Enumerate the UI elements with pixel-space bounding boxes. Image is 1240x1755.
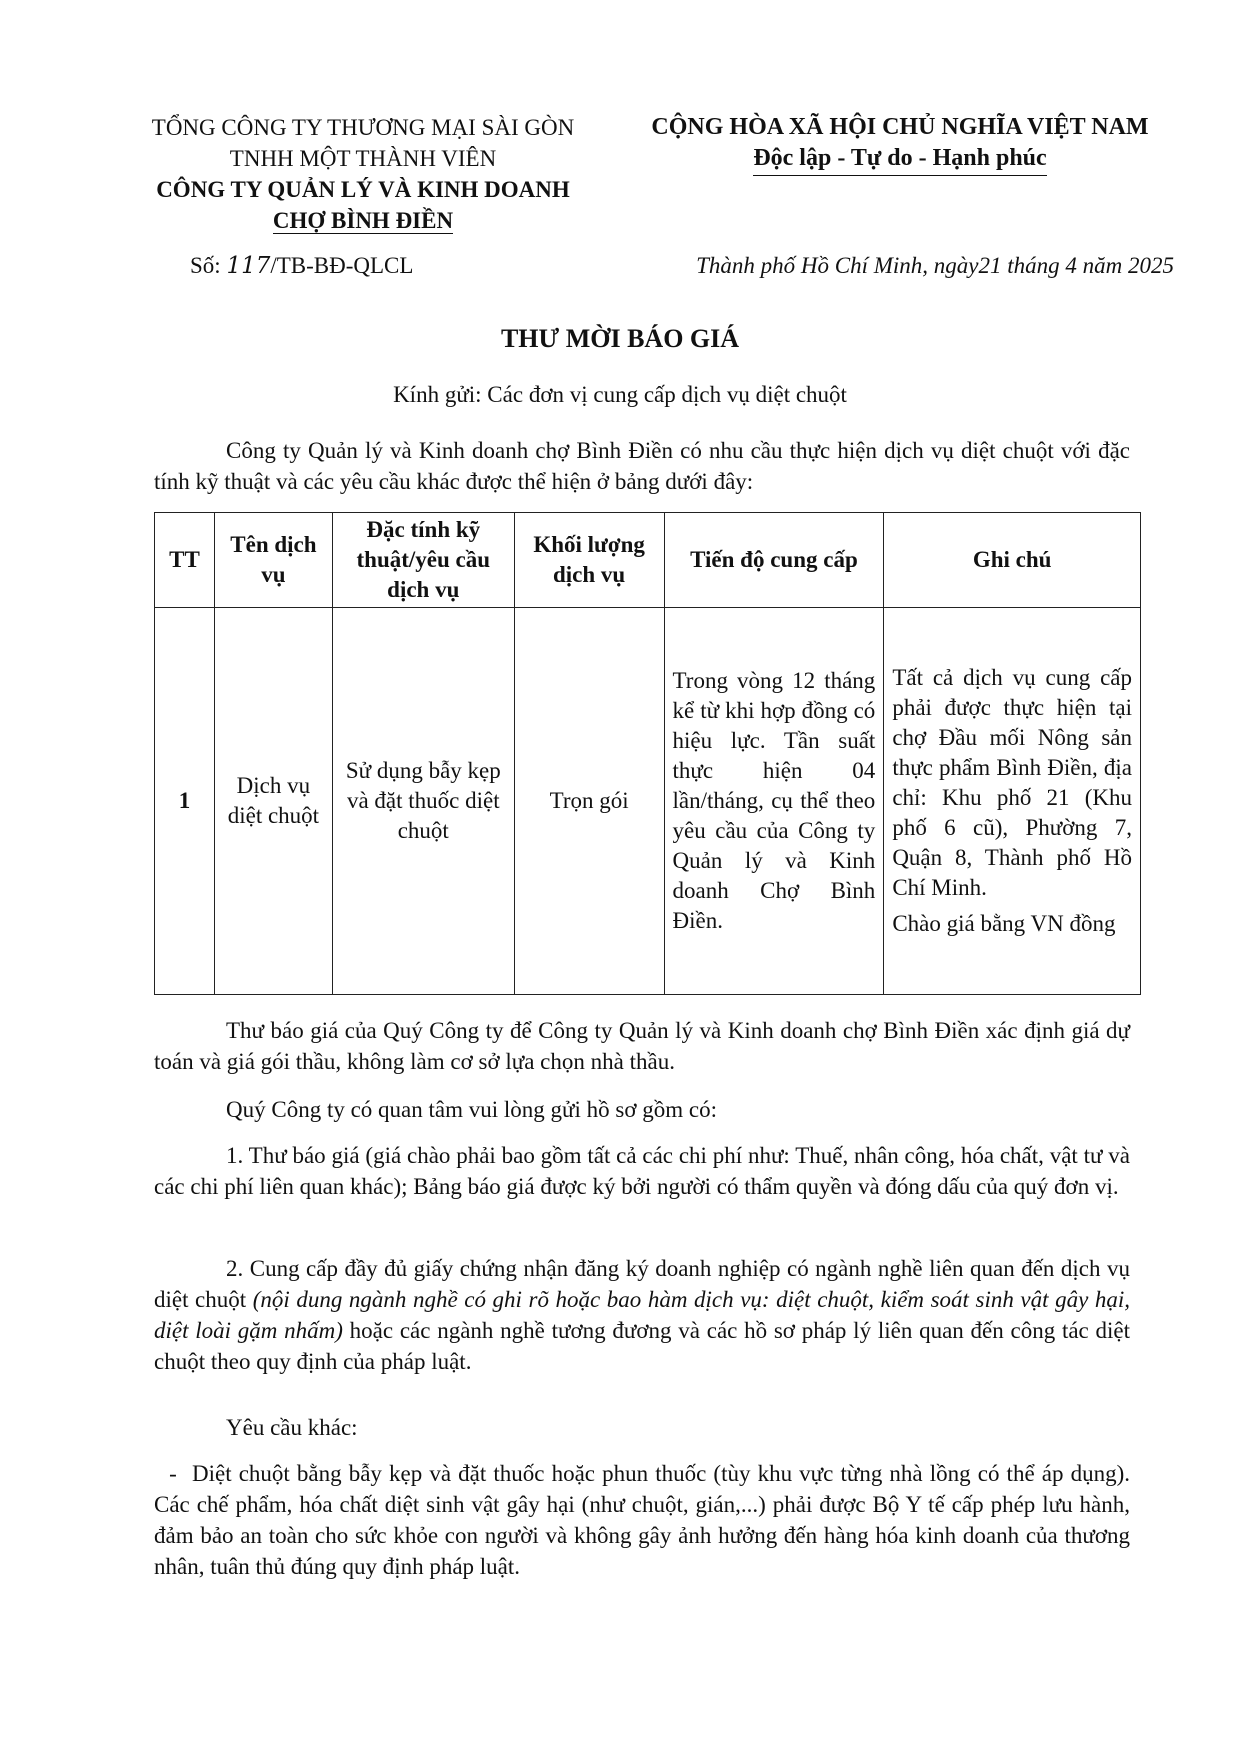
note-location: Tất cả dịch vụ cung cấp phải được thực hiện tại chợ Đầu mối Nông sản thực phẩm Bình Điền, địa chỉ: Khu phố 21 (Khu phố 6 cũ), Phường 7, Quận 8, Thành phố Hồ Chí Minh. [892, 665, 1132, 900]
dossier-paragraph [154, 1094, 1130, 1125]
other-requirements-heading [154, 1412, 1130, 1443]
note-currency: Chào giá bằng VN đồng [892, 911, 1116, 936]
cell-tt: 1 [155, 608, 215, 995]
document-date-day: 21 [978, 253, 1002, 278]
purpose-text: Thư báo giá của Quý Công ty để Công ty Quản lý và Kinh doanh chợ Bình Điền xác định giá dự toán và giá gói thầu, không làm cơ sở lựa chọn nhà thầu. [154, 1018, 1130, 1074]
header-schedule: Tiến độ cung cấp [664, 513, 884, 608]
document-date [696, 250, 1174, 281]
intro-paragraph [154, 435, 1130, 497]
issuer-company-line1: CÔNG TY QUẢN LÝ VÀ KINH DOANH [156, 177, 570, 202]
issuer-company-line2-wrap [118, 205, 608, 236]
dash-bullet: - [169, 1461, 177, 1486]
document-number [190, 250, 413, 282]
document-title: THƯ MỜI BÁO GIÁ [500, 324, 740, 353]
header-tt: TT [155, 513, 215, 608]
recipient-line: Kính gửi: Các đơn vị cung cấp dịch vụ diệt chuột [393, 382, 847, 407]
dossier-text: Quý Công ty có quan tâm vui lòng gửi hồ sơ gồm có: [226, 1097, 717, 1122]
table-row [155, 608, 1141, 995]
document-number-handwritten: 117 [226, 253, 271, 279]
requirement-item-2-before: 2. Cung cấp đầy đủ giấy chứng nhận đăng ký doanh nghiệp có ngành nghề liên quan đến dịch vụ diệt chuột [154, 1256, 1130, 1312]
requirement-item-1 [154, 1140, 1130, 1202]
document-number-suffix: /TB-BĐ-QLCL [270, 253, 414, 278]
table-header-row [155, 513, 1141, 608]
other-requirement-item [154, 1458, 1130, 1582]
cell-spec: Sử dụng bẫy kẹp và đặt thuốc diệt chuột [332, 608, 514, 995]
service-table [154, 512, 1141, 995]
header-spec: Đặc tính kỹ thuật/yêu cầu dịch vụ [332, 513, 514, 608]
issuer-parent-line1: TỔNG CÔNG TY THƯƠNG MẠI SÀI GÒN [151, 115, 575, 140]
cell-volume: Trọn gói [514, 608, 664, 995]
requirement-item-2 [154, 1253, 1130, 1377]
requirement-item-2-italic: (nội dung ngành nghề có ghi rõ hoặc bao hàm dịch vụ: diệt chuột, kiểm soát sinh vật gây hại, diệt loài gặm nhấm) [154, 1287, 1130, 1343]
requirement-item-1-text: 1. Thư báo giá (giá chào phải bao gồm tất cả các chi phí như: Thuế, nhân công, hóa chất, vật tư và các chi phí liên quan khác); Bảng báo giá được ký bởi người có thẩm quyền và đóng dấu của quý đơn vị. [154, 1143, 1130, 1199]
national-title: CỘNG HÒA XÃ HỘI CHỦ NGHĨA VIỆT NAM [651, 114, 1149, 140]
header-note: Ghi chú [884, 513, 1141, 608]
document-number-prefix: Số: [190, 253, 227, 278]
other-requirements-title: Yêu cầu khác: [226, 1415, 358, 1440]
document-date-after: tháng 4 năm 2025 [1001, 253, 1174, 278]
purpose-paragraph [154, 1015, 1130, 1077]
header-volume: Khối lượng dịch vụ [514, 513, 664, 608]
cell-note [884, 608, 1141, 995]
cell-schedule: Trong vòng 12 tháng kể từ khi hợp đồng có hiệu lực. Tần suất thực hiện 04 lần/tháng, cụ thể theo yêu cầu của Công ty Quản lý và Kinh doanh Chợ Bình Điền. [664, 608, 884, 995]
issuer-company-line2: CHỢ BÌNH ĐIỀN [272, 208, 454, 233]
requirement-item-2-after: hoặc các ngành nghề tương đương và các hồ sơ pháp lý liên quan đến công tác diệt chuột theo quy định của pháp luật. [154, 1318, 1130, 1374]
issuer-parent-line2: TNHH MỘT THÀNH VIÊN [229, 146, 497, 171]
document-date-before: Thành phố Hồ Chí Minh, ngày [696, 253, 979, 278]
cell-service-name: Dịch vụ diệt chuột [214, 608, 332, 995]
other-requirement-text: Diệt chuột bằng bẫy kẹp và đặt thuốc hoặc phun thuốc (tùy khu vực từng nhà lồng có thể áp dụng). Các chế phẩm, hóa chất diệt sinh vật gây hại (như chuột, gián,...) phải được Bộ Y tế cấp phép lưu hành, đảm bảo an toàn cho sức khỏe con người và không gây ảnh hưởng đến hàng hóa kinh doanh của thương nhân, tuân thủ đúng quy định pháp luật. [154, 1461, 1130, 1579]
issuer-block [118, 112, 608, 236]
national-motto: Độc lập - Tự do - Hạnh phúc [753, 143, 1046, 176]
intro-text: Công ty Quản lý và Kinh doanh chợ Bình Điền có nhu cầu thực hiện dịch vụ diệt chuột với đặc tính kỹ thuật và các yêu cầu khác được thể hiện ở bảng dưới đây: [154, 438, 1130, 494]
national-heading [620, 112, 1180, 176]
header-service-name: Tên dịch vụ [214, 513, 332, 608]
